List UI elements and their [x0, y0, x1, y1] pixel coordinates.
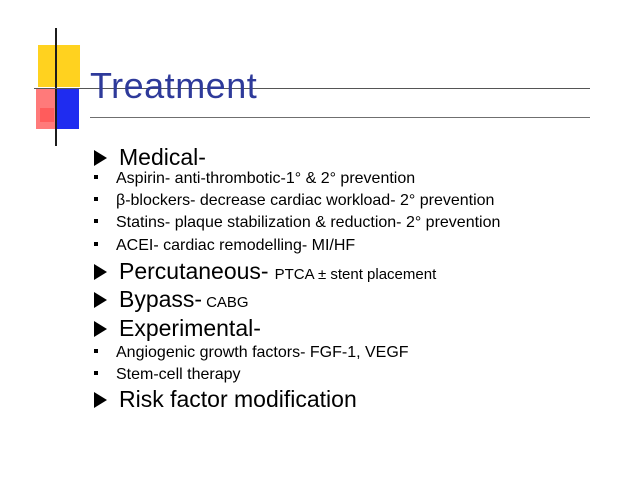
item-text: Percutaneous-	[119, 258, 269, 284]
slide-title: Treatment	[90, 65, 258, 106]
list-item	[94, 170, 415, 188]
decor-blue-square	[57, 89, 79, 129]
bullet-icon	[94, 264, 107, 280]
bullet-icon	[94, 197, 98, 201]
list-item	[94, 286, 249, 313]
item-text: Risk factor modification	[119, 386, 357, 412]
item-text: Stem-cell therapy	[116, 366, 241, 383]
item-text: ACEI- cardiac remodelling- MI/HF	[116, 237, 356, 254]
item-text: Medical-	[119, 144, 206, 170]
decor-vertical-line	[55, 28, 57, 146]
item-text: β-blockers- decrease cardiac workload- 2° prevention	[116, 192, 495, 209]
bullet-icon	[94, 175, 98, 179]
list-item	[94, 366, 241, 384]
bullet-icon	[94, 292, 107, 308]
decor-red-small-square	[40, 108, 54, 122]
bullet-icon	[94, 392, 107, 408]
bullet-icon	[94, 219, 98, 223]
bullet-icon	[94, 242, 98, 246]
item-text: Angiogenic growth factors- FGF-1, VEGF	[116, 344, 409, 361]
bullet-icon	[94, 150, 107, 166]
decor-yellow-square	[38, 45, 80, 87]
list-item	[94, 386, 357, 413]
list-item	[94, 315, 261, 342]
list-item	[94, 144, 206, 171]
bullet-icon	[94, 349, 98, 353]
item-text: Experimental-	[119, 315, 261, 341]
item-subtext: CABG	[206, 294, 249, 311]
title-underline	[90, 117, 590, 118]
item-subtext: PTCA ± stent placement	[274, 266, 437, 283]
list-item	[94, 237, 355, 255]
item-text: Statins- plaque stabilization & reduction- 2° prevention	[116, 214, 501, 231]
list-item	[94, 192, 494, 210]
list-item	[94, 258, 436, 285]
list-item	[94, 344, 409, 362]
item-text: Bypass-	[119, 286, 203, 312]
item-text: Aspirin- anti-thrombotic-1° & 2° prevention	[116, 170, 416, 187]
list-item	[94, 214, 500, 232]
bullet-icon	[94, 371, 98, 375]
bullet-icon	[94, 321, 107, 337]
